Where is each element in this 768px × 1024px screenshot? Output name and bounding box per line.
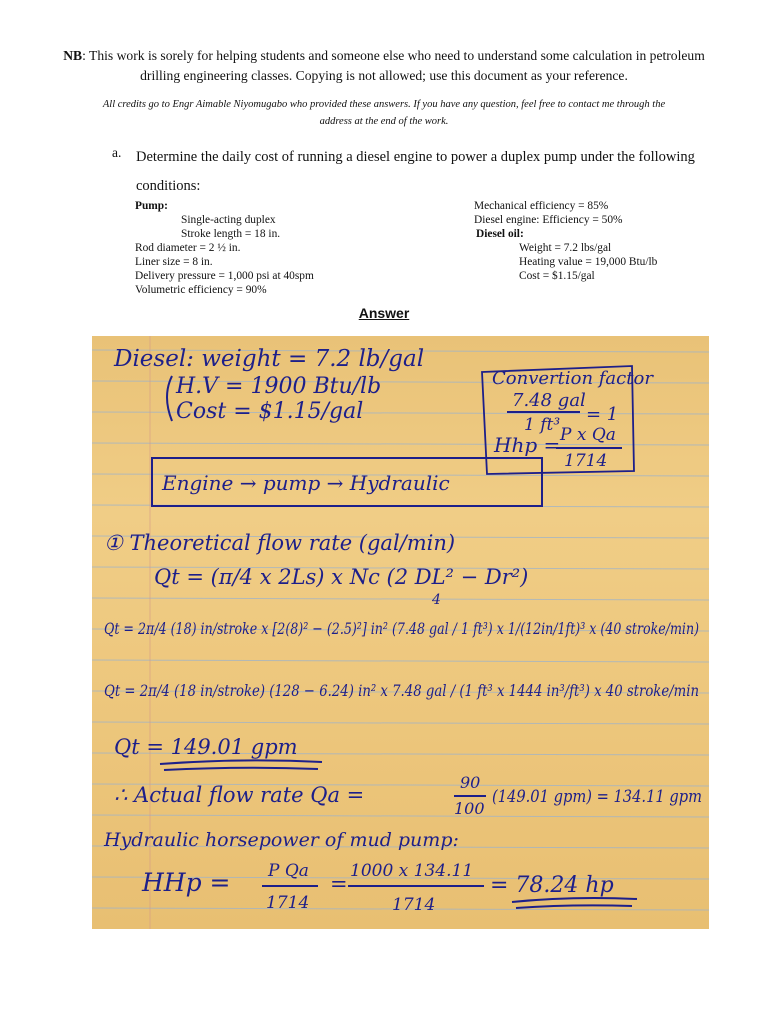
nb-text: : This work is sorely for helping students and someone else who need to understand some calculation in petroleum drilling engineering classes. Copying is not allowed; use this document as your reference. [82,48,705,83]
diesel-oil-line: Cost = $1.15/gal [519,270,595,282]
answer-heading: Answer [358,305,410,321]
hw-diesel-3: Cost = $1.15/gal [176,399,364,424]
hw-conv-eq: = 1 [586,404,619,425]
hw-diesel-2: H.V = 1900 Btu/lb [176,374,382,399]
hw-step-1: ① Theoretical flow rate (gal/min) [104,531,456,555]
pump-line: Delivery pressure = 1,000 psi at 40spm [135,270,314,282]
hw-flow: Engine → pump → Hydraulic [162,471,450,495]
hw-conv-2: 1 ft³ [524,415,561,435]
hw-hhp-calc-result: = 78.24 hp [490,873,614,898]
pump-line: Stroke length = 18 in. [181,228,281,240]
hw-actual-frac-num: 90 [460,773,481,792]
pump-line: Single-acting duplex [181,214,276,226]
hw-qt-formula-den: 4 [432,592,441,608]
handwritten-solution [92,336,709,929]
pump-line: Liner size = 8 in. [135,256,213,268]
diesel-oil-line: Heating value = 19,000 Btu/lb [519,256,658,268]
engine-mechanical: Mechanical efficiency = 85% [474,200,609,212]
nb-label: NB [63,48,83,63]
hw-conv-1: 7.48 gal [512,390,586,411]
svg-text:=: = [330,872,348,896]
hw-hhp-den: 1714 [564,451,608,471]
hw-actual-frac-den: 100 [454,799,485,818]
intro-note [60,46,708,86]
hw-hhp-left: Hhp = [494,433,561,457]
hw-diesel-1: Diesel: weight = 7.2 lb/gal [114,346,425,372]
hw-hhp-calc-left: HHp = [142,868,231,897]
hw-qt-sub-1: Qt = 2π/4 (18) in/stroke x [2(8)² − (2.5)²] in² (7.48 gal / 1 ft³) x 1/(12in/1ft)³ x (40 stroke/min) [104,619,699,638]
hw-hhp-calc-den-1: 1714 [266,893,310,913]
hw-actual-2: (149.01 gpm) = 134.11 gpm [492,787,702,807]
credits-note: All credits go to Engr Aimable Niyomugabo who provided these answers. If you have any question, feel free to contact me through the address at the end of the work. [102,99,666,127]
hw-hhp-calc-den-2: 1714 [392,895,436,915]
hw-hhp-num: P x Qa [560,425,616,445]
hw-qt-result: Qt = 149.01 gpm [114,735,298,759]
pump-line: Volumetric efficiency = 90% [135,284,267,296]
hw-qt-sub-2: Qt = 2π/4 (18 in/stroke) (128 − 6.24) in² x 7.48 gal / (1 ft³ x 1444 in³/ft³) x 40 stroke/min [104,681,699,700]
hw-hhp-title: Hydraulic horsepower of mud pump: [104,829,459,851]
hw-hhp-calc-num-1: P Qa [268,861,309,881]
pump-line: Rod diameter = 2 ½ in. [135,242,241,254]
diesel-oil-line: Weight = 7.2 lbs/gal [519,242,612,254]
hw-conv-title: Convertion factor [492,368,653,389]
question-letter: a. [112,145,122,160]
notebook-sheet [92,336,709,929]
pump-heading: Pump: [135,200,168,212]
hw-qt-formula: Qt = (π/4 x 2Ls) x Nc (2 DL² − Dr²) [154,565,529,589]
question-text: Determine the daily cost of running a diesel engine to power a duplex pump under the following conditions: [136,149,695,194]
diesel-oil-heading: Diesel oil: [476,228,524,240]
hw-hhp-calc-num-2: 1000 x 134.11 [350,861,474,881]
engine-diesel: Diesel engine: Efficiency = 50% [474,214,623,226]
hw-actual-1: ∴ Actual flow rate Qa = [114,783,365,807]
